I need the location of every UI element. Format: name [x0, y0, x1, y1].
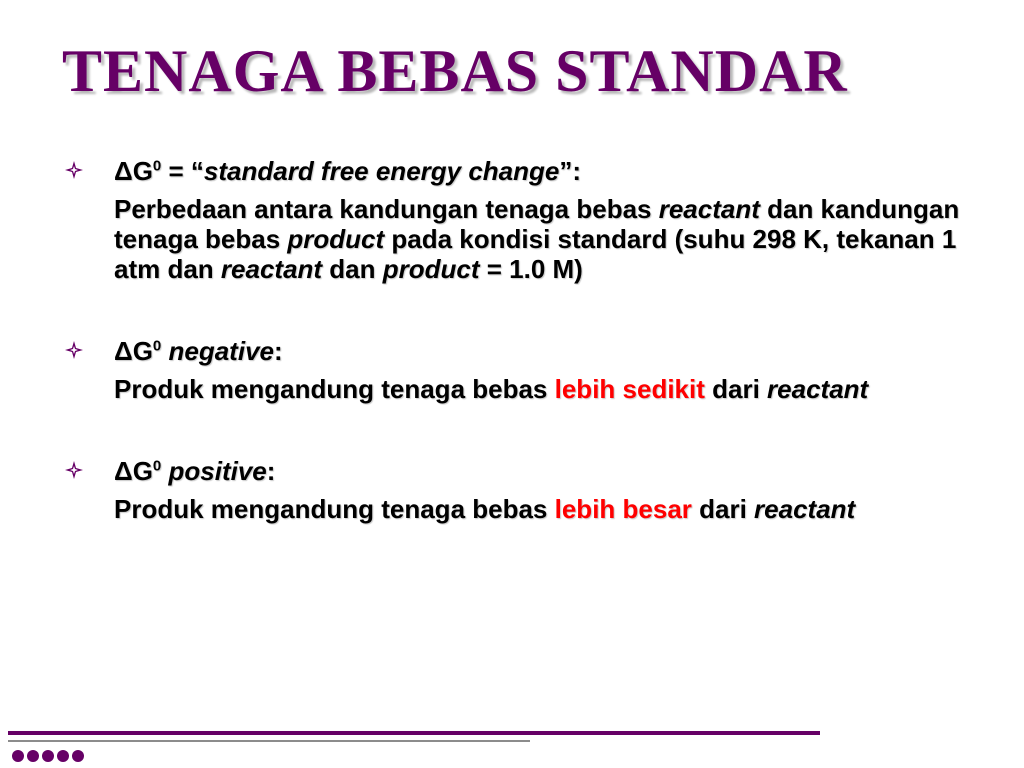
footer-dot [27, 750, 39, 762]
bullet-description: Produk mengandung tenaga bebas lebih besar dari reactant [114, 494, 856, 524]
slide-title: TENAGA BEBAS STANDAR [62, 38, 848, 104]
footer-dot [72, 750, 84, 762]
bullet-heading: $\Delta G^0$ positive: [114, 456, 276, 486]
bullet-item-positive [64, 456, 964, 524]
bullet-heading: $\Delta G^0$ = “standard free energy change”: [114, 156, 582, 186]
emphasis-text: lebih besar [554, 494, 692, 524]
bullet-description: Produk mengandung tenaga bebas lebih sedikit dari reactant [114, 374, 869, 404]
bullet-item-standard [64, 156, 964, 284]
diamond-bullet-icon [64, 160, 84, 180]
bullet-heading: $\Delta G^0$ negative: [114, 336, 283, 366]
footer-dot [42, 750, 54, 762]
diamond-bullet-icon [64, 460, 84, 480]
diamond-bullet-icon [64, 340, 84, 360]
footer-rule-purple [8, 731, 820, 735]
emphasis-text: lebih sedikit [554, 374, 705, 404]
bullet-item-negative [64, 336, 964, 404]
footer-rule-gray [8, 740, 530, 742]
footer-dots [12, 750, 84, 762]
footer-dot [57, 750, 69, 762]
footer-dot [12, 750, 24, 762]
bullet-description: Perbedaan antara kandungan tenaga bebas reactant dan kandungan tenaga bebas product pada kondisi standard (suhu 298 K, tekanan 1 atm dan reactant dan product = 1.0 M) [114, 194, 960, 284]
slide-content [64, 156, 964, 524]
